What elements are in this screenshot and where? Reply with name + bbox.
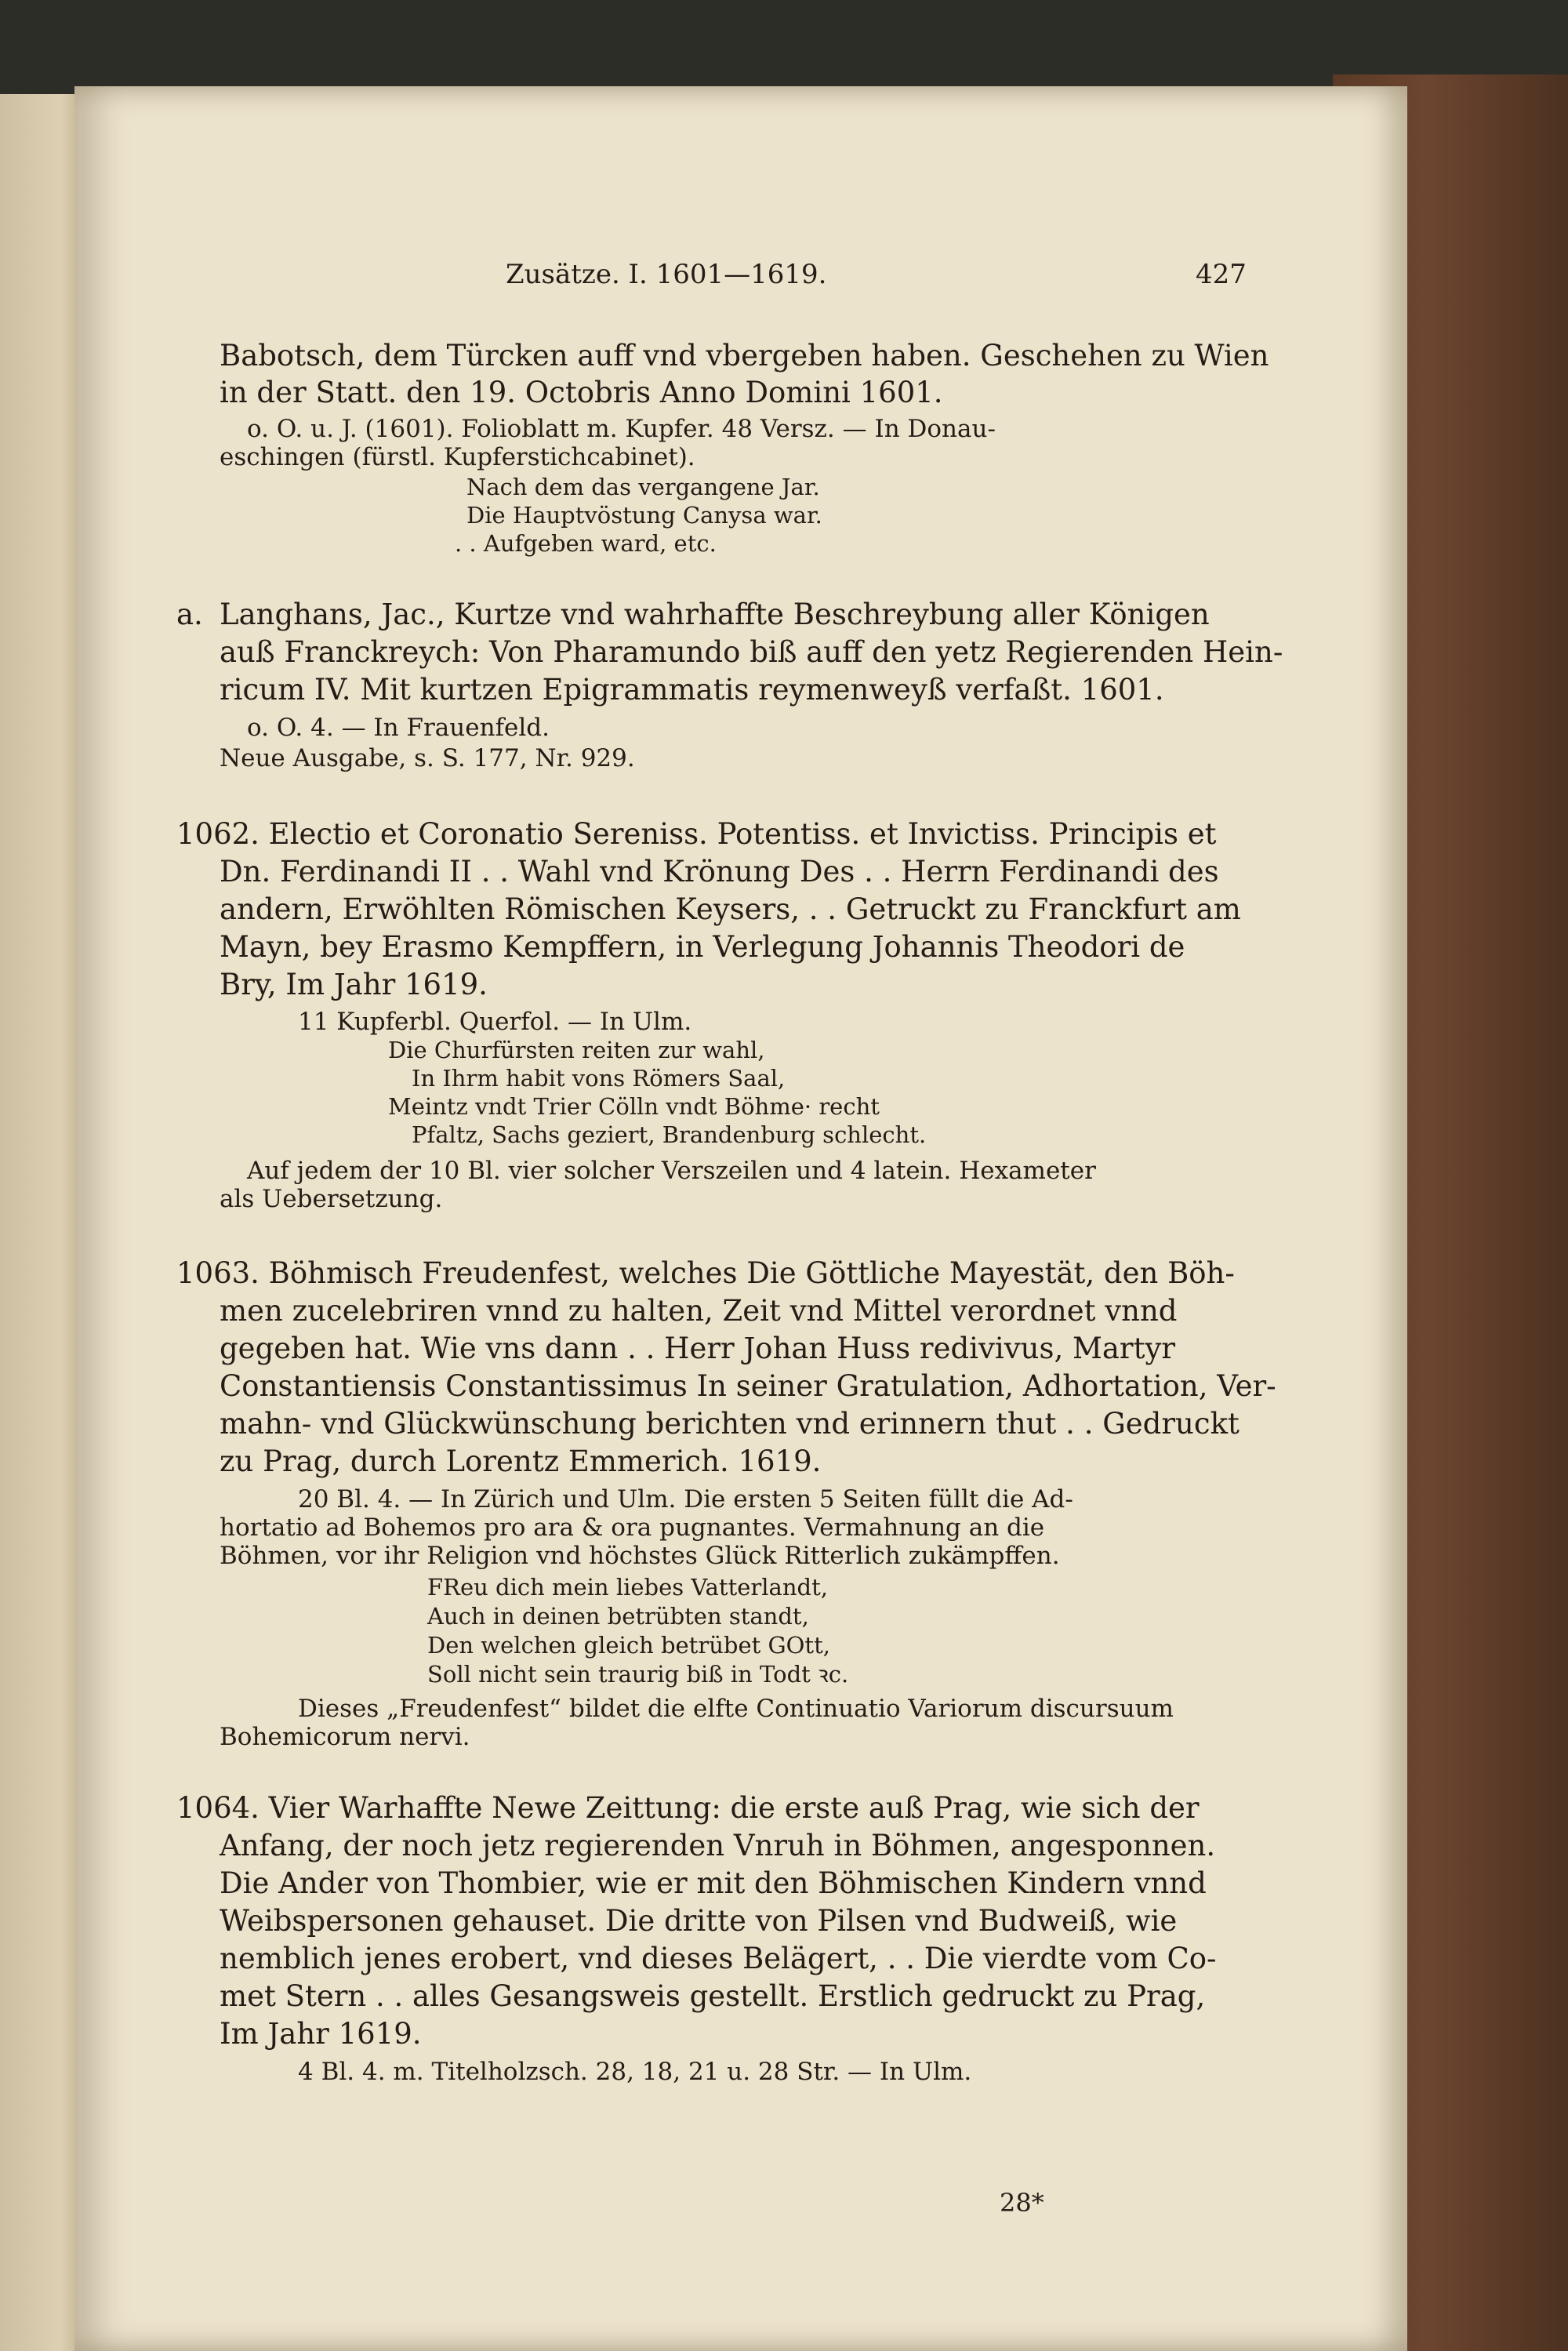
text-line: nemblich jenes erobert, vnd dieses Belägert, . . Die vierdte vom Co- (220, 1942, 1217, 1975)
text-line: 1063. Böhmisch Freudenfest, welches Die Göttliche Mayestät, den Böh- (176, 1256, 1235, 1290)
verse-line: Soll nicht sein traurig biß in Todt ꝛc. (427, 1661, 849, 1688)
running-header (74, 259, 1407, 290)
text-line: Die Ander von Thombier, wie er mit den Böhmischen Kindern vnnd (220, 1866, 1207, 1900)
text-line: Bry, Im Jahr 1619. (220, 968, 488, 1001)
text-line: Weibspersonen gehauset. Die dritte von Pilsen vnd Budweiß, wie (220, 1904, 1178, 1938)
signature-mark: 28* (1000, 2188, 1044, 2218)
text-line: auß Franckreych: Von Pharamundo biß auff den yetz Regierenden Hein- (220, 635, 1283, 669)
text-line: Im Jahr 1619. (220, 2017, 422, 2051)
text-line: Dieses „Freudenfest“ bildet die elfte Continuatio Variorum discursuum (298, 1695, 1174, 1723)
text-line: Dn. Ferdinandi II . . Wahl vnd Krönung Des . . Herrn Ferdinandi des (220, 855, 1219, 888)
text-line: Langhans, Jac., Kurtze vnd wahrhaffte Beschreybung aller Königen (220, 598, 1210, 631)
verse-line: Meintz vndt Trier Cölln vndt Böhme· recht (388, 1093, 880, 1120)
verse-line: Nach dem das vergangene Jar. (466, 474, 820, 500)
page-text (74, 86, 1407, 2351)
running-title: Zusätze. I. 1601—1619. (506, 259, 827, 290)
text-line: Anfang, der noch jetz regierenden Vnruh in Böhmen, angesponnen. (220, 1829, 1216, 1862)
page (74, 86, 1407, 2351)
text-line: men zucelebriren vnnd zu halten, Zeit vnd Mittel verordnet vnnd (220, 1294, 1178, 1328)
text-line: andern, Erwöhlten Römischen Keysers, . . Getruckt zu Franckfurt am (220, 892, 1241, 926)
text-line: Constantiensis Constantissimus In seiner Gratulation, Adhortation, Ver- (220, 1369, 1276, 1403)
text-line: 20 Bl. 4. — In Zürich und Ulm. Die ersten 5 Seiten füllt die Ad- (298, 1485, 1073, 1513)
text-line: 1062. Electio et Coronatio Sereniss. Potentiss. et Invictiss. Principis et (176, 817, 1217, 851)
page-number: 427 (1196, 259, 1247, 290)
verse-line: Pfaltz, Sachs geziert, Brandenburg schlecht. (412, 1121, 927, 1148)
text-line: Mayn, bey Erasmo Kempffern, in Verlegung Johannis Theodori de (220, 930, 1185, 964)
text-line: als Uebersetzung. (220, 1185, 443, 1213)
text-line: o. O. 4. — In Frauenfeld. (247, 714, 550, 742)
text-line: Bohemicorum nervi. (220, 1723, 470, 1751)
verse-line: Den welchen gleich betrübet GOtt, (427, 1632, 830, 1659)
text-line: 1064. Vier Warhaffte Newe Zeittung: die erste auß Prag, wie sich der (176, 1791, 1200, 1825)
text-line: gegeben hat. Wie vns dann . . Herr Johan Huss redivivus, Martyr (220, 1332, 1176, 1365)
text-line: Böhmen, vor ihr Religion vnd höchstes Glück Ritterlich zukämpffen. (220, 1542, 1060, 1570)
verse-line: Die Hauptvöstung Canysa war. (466, 502, 822, 529)
text-line: Auf jedem der 10 Bl. vier solcher Verszeilen und 4 latein. Hexameter (247, 1157, 1096, 1185)
text-line: Babotsch, dem Türcken auff vnd vbergeben haben. Geschehen zu Wien (220, 339, 1269, 372)
verse-line: . . Aufgeben ward, etc. (455, 530, 717, 557)
text-line: met Stern . . alles Gesangsweis gestellt. Erstlich gedruckt zu Prag, (220, 1979, 1206, 2013)
verse-line: In Ihrm habit vons Römers Saal, (412, 1065, 786, 1092)
verse-line: Die Churfürsten reiten zur wahl, (388, 1037, 765, 1063)
text-line: 4 Bl. 4. m. Titelholzsch. 28, 18, 21 u. 28 Str. — In Ulm. (298, 2058, 972, 2086)
text-line: Neue Ausgabe, s. S. 177, Nr. 929. (220, 744, 635, 772)
text-line: ricum IV. Mit kurtzen Epigrammatis reymenweyß verfaßt. 1601. (220, 673, 1164, 707)
text-line: o. O. u. J. (1601). Folioblatt m. Kupfer. 48 Versz. — In Donau- (247, 415, 996, 443)
verse-line: FReu dich mein liebes Vatterlandt, (427, 1574, 828, 1601)
verse-line: Auch in deinen betrübten standt, (427, 1603, 809, 1630)
facing-page-edge (0, 94, 86, 2351)
text-line: hortatio ad Bohemos pro ara & ora pugnantes. Vermahnung an die (220, 1513, 1045, 1542)
text-line: mahn- vnd Glückwünschung berichten vnd erinnern thut . . Gedruckt (220, 1407, 1240, 1441)
text-line: eschingen (fürstl. Kupferstichcabinet). (220, 443, 695, 471)
text-line: 11 Kupferbl. Querfol. — In Ulm. (298, 1008, 692, 1036)
entry-marker: a. (176, 598, 203, 631)
text-line: zu Prag, durch Lorentz Emmerich. 1619. (220, 1444, 822, 1478)
text-line: in der Statt. den 19. Octobris Anno Domini 1601. (220, 376, 943, 409)
